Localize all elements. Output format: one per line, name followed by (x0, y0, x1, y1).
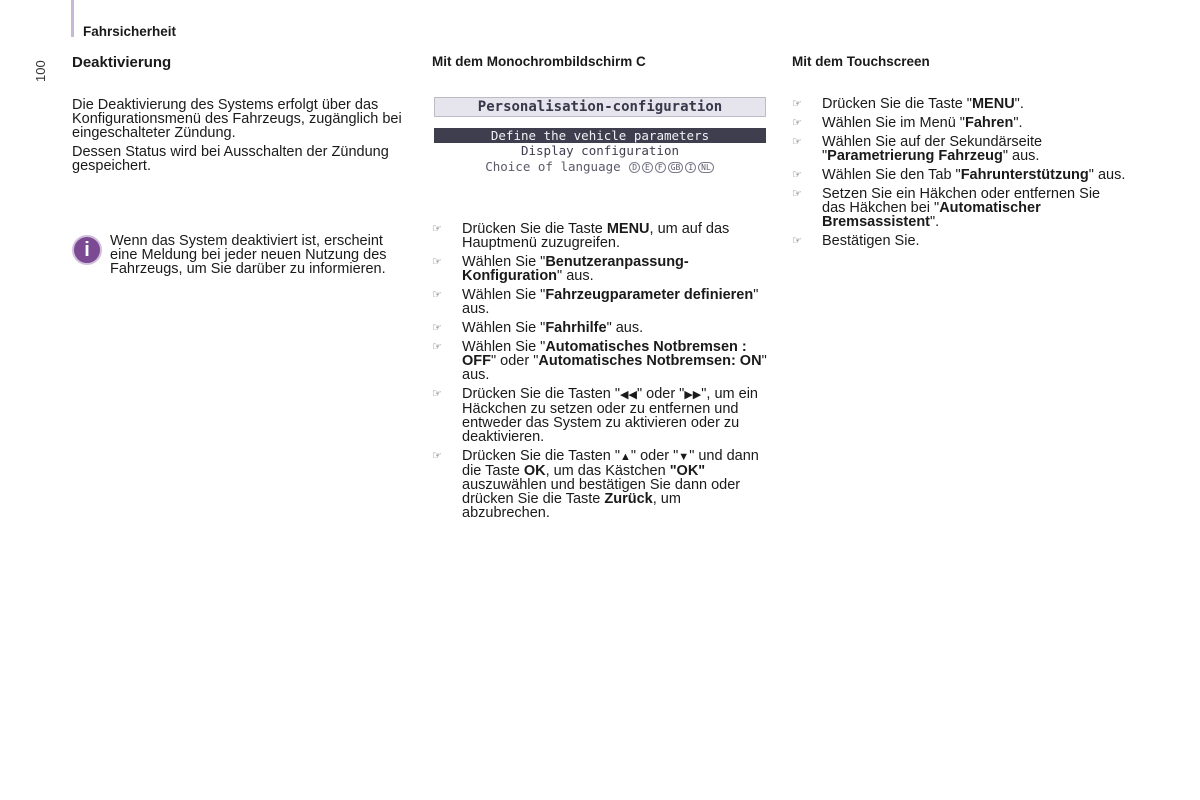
step-emphasis: Fahrhilfe (545, 320, 607, 336)
pointing-hand-icon: ☞ (432, 388, 442, 400)
paragraph-2: Dessen Status wird bei Ausschalten der Zündung gespeichert. (72, 144, 389, 174)
step-text: ", um ein Häckchen zu setzen oder zu entfernen und entweder das System zu aktivieren oder zu deaktivieren. (462, 386, 758, 445)
pointing-hand-icon: ☞ (792, 98, 802, 110)
step-emphasis: "OK" (669, 463, 706, 479)
step-text: Wählen Sie " (462, 339, 546, 355)
step-text: " oder " (630, 448, 679, 464)
info-icon: i (72, 235, 102, 265)
monochrome-screen-illustration (434, 97, 766, 175)
info-note-text: Wenn das System deaktiviert ist, erscheint eine Meldung bei jeder neuen Nutzung des Fahrzeugs, um Sie darüber zu informieren. (110, 233, 387, 277)
step-text: " aus. (1002, 148, 1040, 164)
screen-selected-item: Define the vehicle parameters (434, 128, 766, 143)
key-symbol: ▼ (678, 451, 690, 463)
screen-title: Personalisation-configuration (434, 97, 766, 117)
language-chip: F (655, 162, 666, 173)
step-item (432, 387, 767, 444)
screen-language-label: Choice of language (485, 159, 621, 174)
step-item (792, 97, 1127, 111)
pointing-hand-icon: ☞ (792, 136, 802, 148)
step-item (792, 234, 1127, 248)
step-item (792, 135, 1127, 163)
monochrome-heading: Mit dem Monochrombildschirm C (432, 54, 646, 69)
step-item (432, 288, 767, 316)
step-emphasis: Automatisches Notbremsen : OFF (462, 339, 747, 369)
step-text: Drücken Sie die Taste " (822, 96, 972, 112)
step-text: " und dann die Taste (462, 448, 759, 479)
key-symbol: ▶▶ (684, 389, 702, 401)
section-marker-bar (71, 0, 74, 37)
language-chip: D (629, 162, 640, 173)
screen-item-display: Display configuration (520, 143, 680, 158)
step-text: Wählen Sie den Tab " (822, 167, 961, 183)
column-deactivation (72, 54, 407, 276)
step-item (432, 255, 767, 283)
step-text: auszuwählen und bestätigen Sie dann oder drücken Sie die Taste (462, 477, 741, 507)
step-emphasis: Fahrunterstützung (960, 167, 1089, 183)
step-text: ". (1014, 96, 1024, 112)
step-text: Wählen Sie " (462, 254, 546, 270)
step-text: , um das Kästchen (545, 463, 670, 479)
step-text: " oder " (636, 386, 685, 402)
column-monochrome-screen (432, 54, 767, 525)
step-text: Bestätigen Sie. (822, 233, 920, 249)
touchscreen-steps-list (792, 97, 1127, 248)
pointing-hand-icon: ☞ (792, 117, 802, 129)
language-chip: GB (668, 162, 684, 173)
language-chip: E (642, 162, 653, 173)
step-text: " aus. (1088, 167, 1126, 183)
step-text: Drücken Sie die Tasten " (462, 448, 621, 464)
page-number: 100 (33, 60, 48, 82)
step-text: , um auf das Hauptmenü zuzugreifen. (462, 221, 730, 251)
column-touchscreen (792, 54, 1127, 253)
step-emphasis: Parametrierung Fahrzeug (827, 148, 1003, 164)
paragraph-1: Die Deaktivierung des Systems erfolgt über das Konfigurationsmenü des Fahrzeugs, zugänglich bei eingeschalteter Zündung. (72, 97, 402, 141)
step-text: Wählen Sie im Menü " (822, 115, 965, 131)
step-text: Setzen Sie ein Häkchen oder entfernen Sie das Häkchen bei " (822, 186, 1101, 216)
step-text: Drücken Sie die Tasten " (462, 386, 621, 402)
pointing-hand-icon: ☞ (432, 450, 442, 462)
pointing-hand-icon: ☞ (432, 322, 442, 334)
step-emphasis: Fahren (964, 115, 1014, 131)
step-item (792, 116, 1127, 130)
step-item (792, 187, 1127, 229)
section-header: Fahrsicherheit (83, 24, 177, 39)
step-text: , um abzubrechen. (462, 491, 681, 521)
pointing-hand-icon: ☞ (432, 341, 442, 353)
step-text: Drücken Sie die Taste (462, 221, 607, 237)
step-text: " aus. (462, 353, 767, 383)
step-emphasis: MENU (606, 221, 650, 237)
key-symbol: ◀◀ (620, 389, 637, 401)
step-item (432, 340, 767, 382)
step-text: ". (930, 214, 940, 230)
language-chip: NL (698, 162, 714, 173)
step-text: ". (1013, 115, 1023, 131)
screen-item-language (434, 159, 766, 175)
key-symbol: ▲ (620, 451, 631, 463)
step-item (792, 168, 1127, 182)
pointing-hand-icon: ☞ (792, 235, 802, 247)
step-text: " aus. (606, 320, 644, 336)
touchscreen-heading: Mit dem Touchscreen (792, 54, 930, 69)
info-note (72, 234, 407, 276)
step-item (432, 222, 767, 250)
monochrome-steps-list (432, 222, 767, 520)
pointing-hand-icon: ☞ (432, 289, 442, 301)
step-text: " aus. (557, 268, 594, 284)
step-text: " oder " (491, 353, 539, 369)
step-emphasis: Fahrzeugparameter definieren (545, 287, 754, 303)
step-emphasis: Automatisches Notbremsen: ON (538, 353, 762, 369)
step-text: Wählen Sie auf der Sekundärseite " (822, 134, 1043, 164)
step-emphasis: Zurück (604, 491, 653, 507)
deactivation-heading: Deaktivierung (72, 54, 172, 71)
language-chip: I (685, 162, 696, 173)
step-emphasis: Automatischer Bremsassistent (822, 200, 1041, 230)
pointing-hand-icon: ☞ (792, 188, 802, 200)
step-item (432, 449, 767, 520)
step-text: Wählen Sie " (462, 320, 546, 336)
step-emphasis: Benutzeranpassung-Konfiguration (462, 254, 689, 284)
step-text: " aus. (462, 287, 759, 317)
pointing-hand-icon: ☞ (432, 223, 442, 235)
pointing-hand-icon: ☞ (432, 256, 442, 268)
step-item (432, 321, 767, 335)
step-emphasis: OK (523, 463, 546, 479)
step-text: Wählen Sie " (462, 287, 546, 303)
step-emphasis: MENU (971, 96, 1015, 112)
pointing-hand-icon: ☞ (792, 169, 802, 181)
language-chips (628, 159, 715, 174)
